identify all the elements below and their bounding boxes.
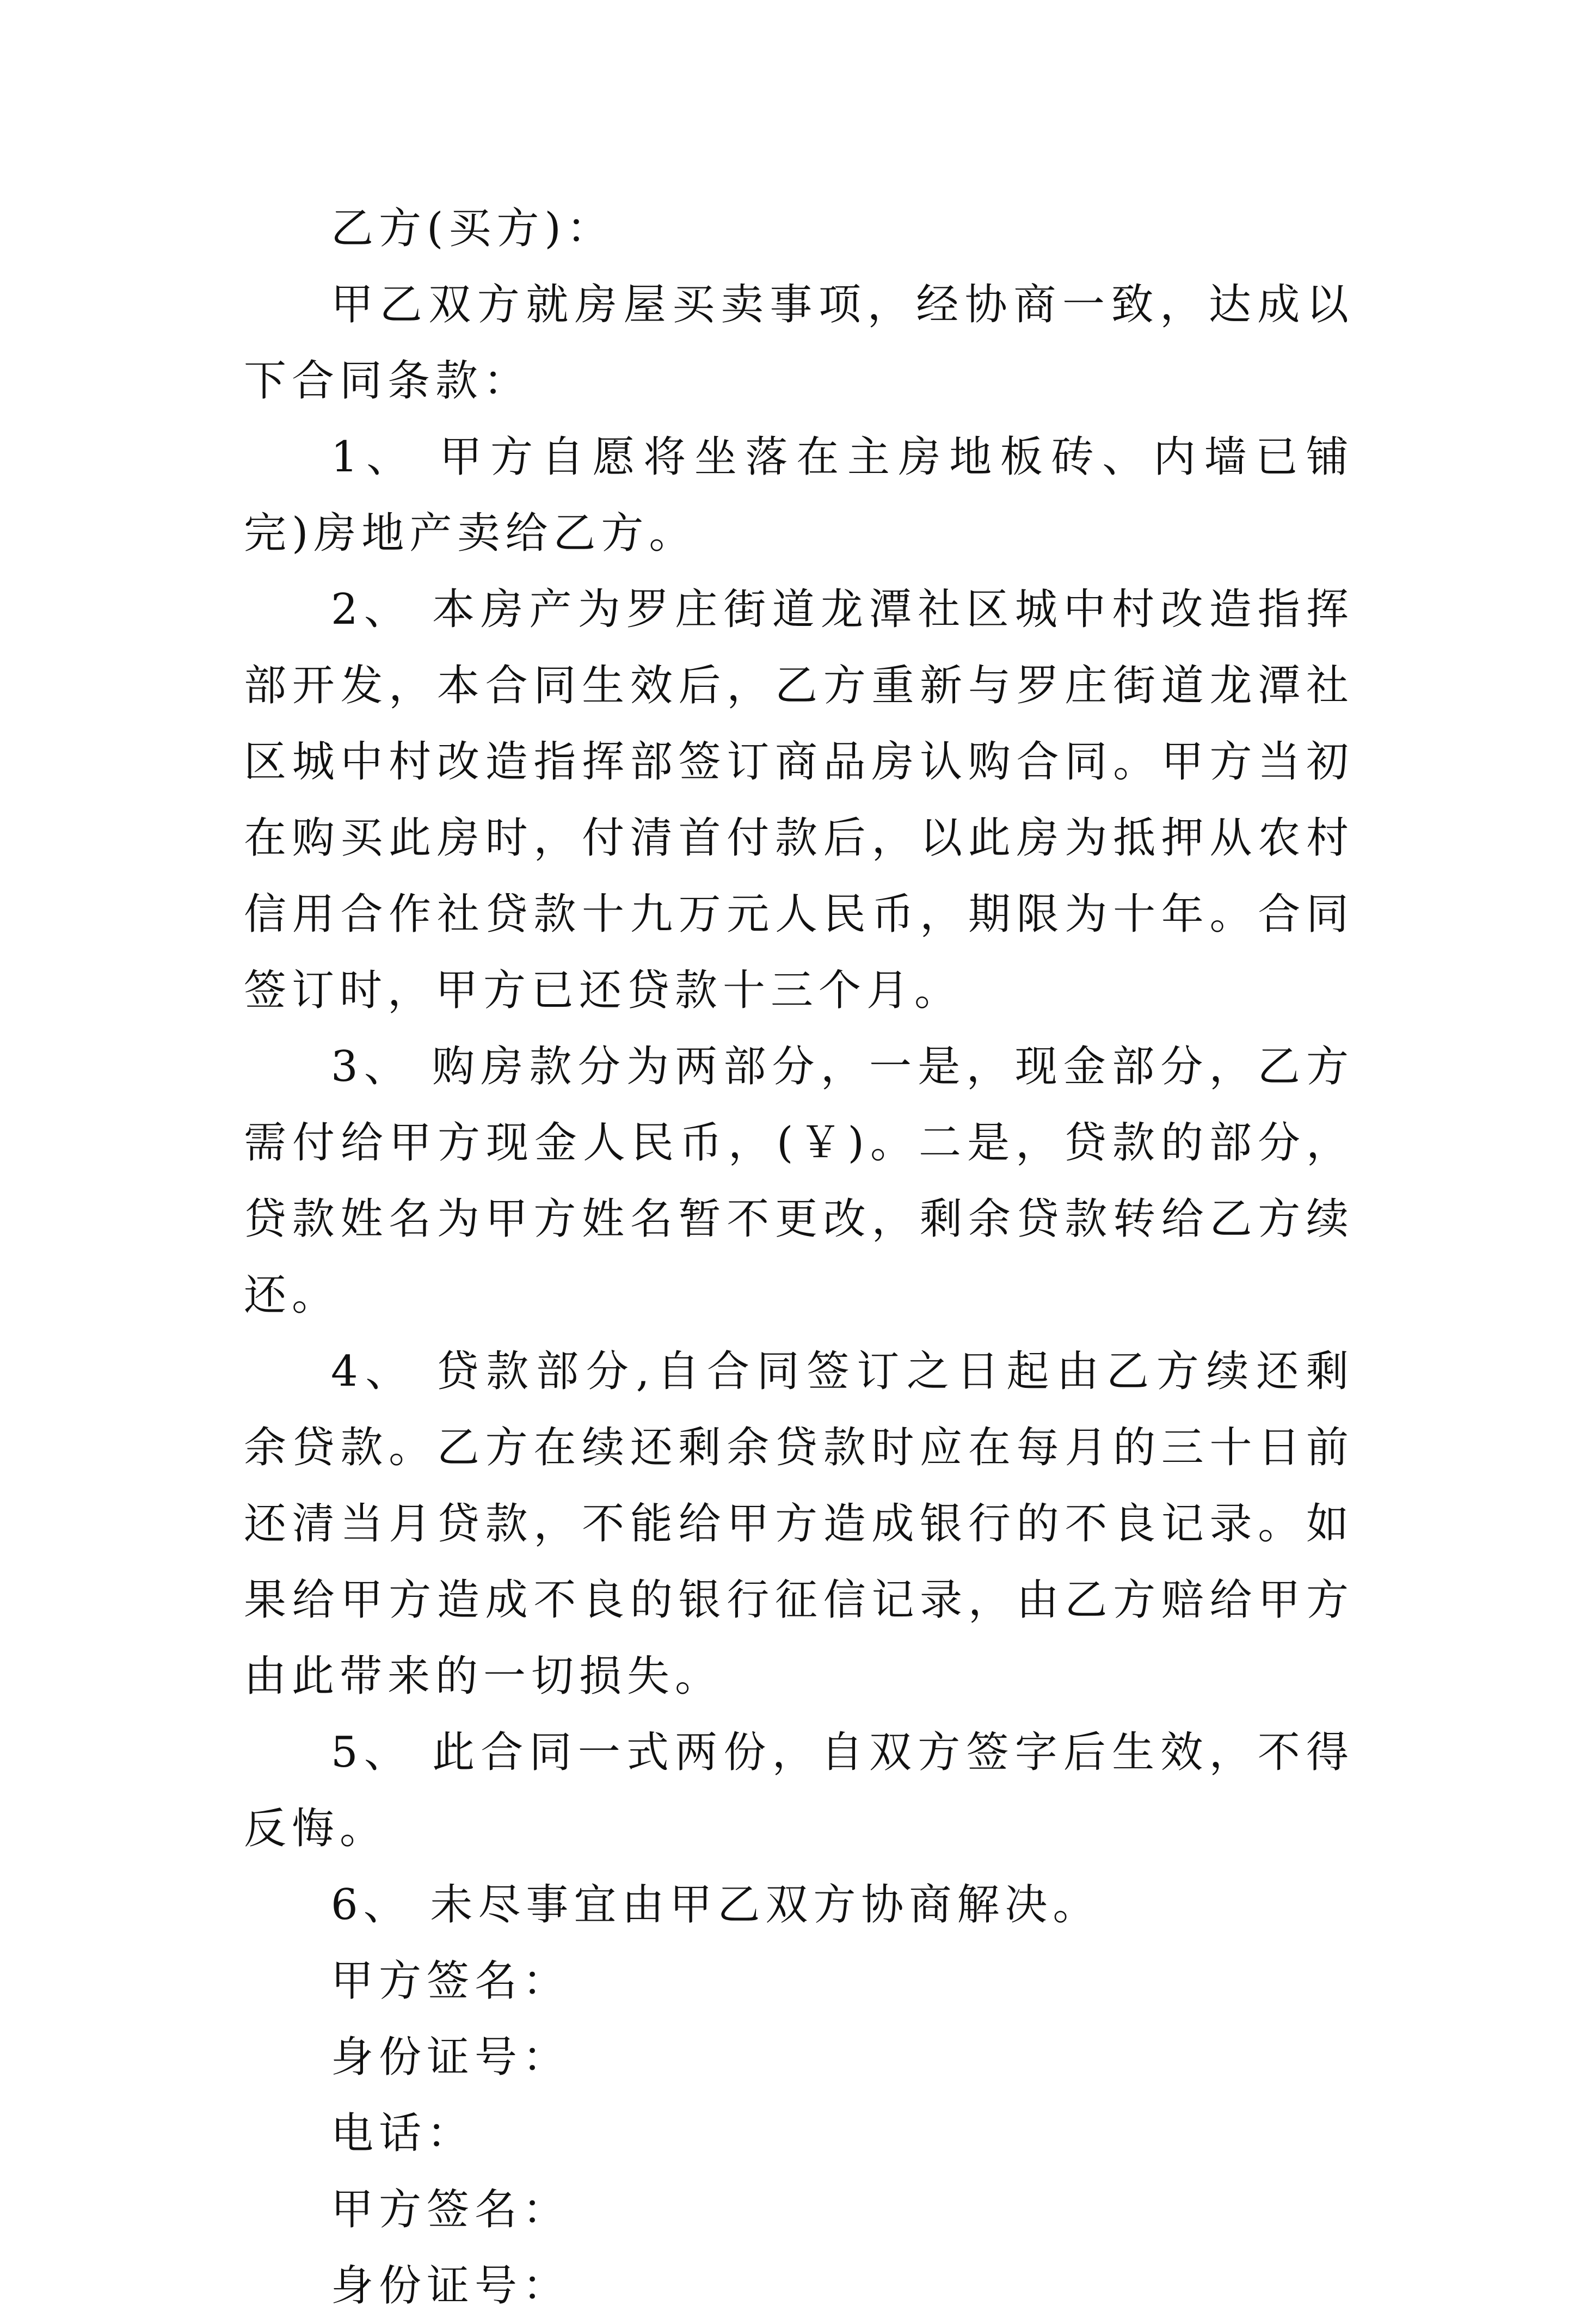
clause-1: 1、 甲方自愿将坐落在主房地板砖、内墙已铺完)房地产卖给乙方。 bbox=[244, 433, 1354, 558]
signature-field-phone: 电话： bbox=[331, 2109, 475, 2158]
clause-4: 4、 贷款部分,自合同签订之日起由乙方续还剩余贷款。乙方在续还剩余贷款时应在每月的三十日前还清当月贷款，不能给甲方造成银行的不良记录。如果给甲方造成不良的银行征信记录，由乙方赔给甲方由此带来的一切损失。 bbox=[244, 1347, 1354, 1701]
signature-field-party-a: 甲方签名： bbox=[331, 1957, 571, 2006]
party-b-line: 乙方(买方)： bbox=[331, 204, 614, 253]
clause-3: 3、 购房款分为两部分，一是，现金部分，乙方需付给甲方现金人民币，(￥)。二是，贷款的部分，贷款姓名为甲方姓名暂不更改，剩余贷款转给乙方续还。 bbox=[244, 1042, 1354, 1320]
contract-intro: 甲乙双方就房屋买卖事项，经协商一致，达成以下合同条款： bbox=[244, 280, 1354, 405]
clause-5: 5、 此合同一式两份，自双方签字后生效，不得反悔。 bbox=[244, 1728, 1354, 1853]
clause-6: 6、 未尽事宜由甲乙双方协商解决。 bbox=[331, 1880, 1101, 1929]
clause-2: 2、 本房产为罗庄街道龙潭社区城中村改造指挥部开发，本合同生效后，乙方重新与罗庄街道龙潭社区城中村改造指挥部签订商品房认购合同。甲方当初在购买此房时，付清首付款后，以此房为抵押从农村信用合作社贷款十九万元人民币，期限为十年。合同签订时，甲方已还贷款十三个月。 bbox=[244, 585, 1354, 1015]
signature-field-party-a-repeat: 甲方签名： bbox=[331, 2185, 571, 2234]
signature-field-id-number: 身份证号： bbox=[331, 2033, 571, 2082]
signature-field-id-number-repeat: 身份证号： bbox=[331, 2261, 571, 2310]
contract-body bbox=[244, 190, 1354, 2324]
